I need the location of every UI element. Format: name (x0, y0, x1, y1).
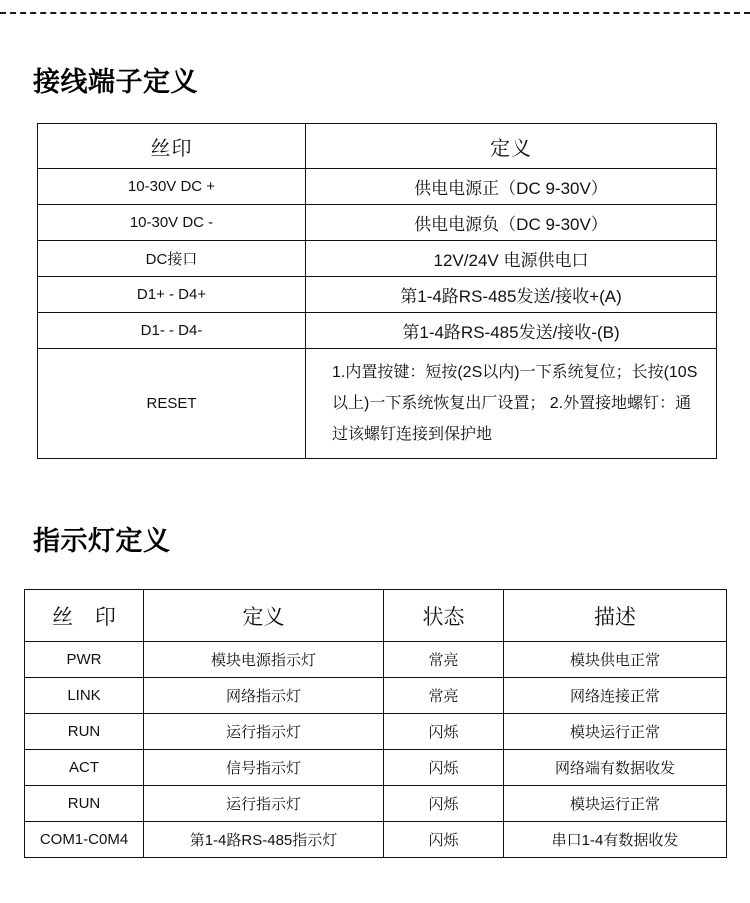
table-row (25, 822, 727, 858)
cell-definition: 运行指示灯 (144, 786, 384, 822)
cell-definition: 供电电源负（DC 9-30V） (306, 205, 717, 241)
table-row (25, 642, 727, 678)
cell-silkscreen: RUN (25, 786, 144, 822)
cell-description: 串口1-4有数据收发 (504, 822, 727, 858)
cell-silkscreen: D1+ - D4+ (38, 277, 306, 313)
cell-definition: 供电电源正（DC 9-30V） (306, 169, 717, 205)
cell-state: 闪烁 (384, 822, 504, 858)
cell-state: 常亮 (384, 678, 504, 714)
top-dashed-divider (0, 12, 750, 14)
column-header-silkscreen: 丝 印 (25, 590, 144, 642)
table-header-row (25, 590, 727, 642)
table-row (25, 750, 727, 786)
column-header-definition: 定义 (144, 590, 384, 642)
column-header-silkscreen: 丝印 (38, 124, 306, 169)
terminal-definition-table (37, 123, 717, 459)
table-row-reset (38, 349, 717, 459)
cell-definition: 第1-4路RS-485指示灯 (144, 822, 384, 858)
table-row (38, 241, 717, 277)
table-row (38, 205, 717, 241)
cell-description: 模块供电正常 (504, 642, 727, 678)
cell-silkscreen: D1- - D4- (38, 313, 306, 349)
cell-state: 闪烁 (384, 786, 504, 822)
cell-silkscreen: PWR (25, 642, 144, 678)
cell-state: 闪烁 (384, 750, 504, 786)
cell-silkscreen: ACT (25, 750, 144, 786)
cell-description: 网络端有数据收发 (504, 750, 727, 786)
cell-definition: 信号指示灯 (144, 750, 384, 786)
cell-silkscreen: RUN (25, 714, 144, 750)
cell-definition: 运行指示灯 (144, 714, 384, 750)
cell-definition: 第1-4路RS-485发送/接收-(B) (306, 313, 717, 349)
cell-description: 网络连接正常 (504, 678, 727, 714)
led-definition-table (24, 589, 727, 858)
cell-silkscreen: LINK (25, 678, 144, 714)
table-header-row (38, 124, 717, 169)
cell-silkscreen: COM1-C0M4 (25, 822, 144, 858)
page-title-led-definitions: 指示灯定义 (33, 526, 171, 556)
cell-silkscreen: 10-30V DC - (38, 205, 306, 241)
table-row (38, 313, 717, 349)
column-header-definition: 定义 (306, 124, 717, 169)
cell-silkscreen: 10-30V DC + (38, 169, 306, 205)
table-row (38, 277, 717, 313)
cell-silkscreen-reset: RESET (38, 349, 306, 459)
cell-definition: 12V/24V 电源供电口 (306, 241, 717, 277)
cell-definition-reset: 1.内置按键：短按(2S以内)一下系统复位；长按(10S以上)一下系统恢复出厂设置； 2.外置接地螺钉：通过该螺钉连接到保护地 (306, 349, 717, 459)
column-header-state: 状态 (384, 590, 504, 642)
table-row (25, 678, 727, 714)
cell-silkscreen: DC接口 (38, 241, 306, 277)
page-title-terminal-definitions: 接线端子定义 (33, 67, 198, 97)
cell-definition: 网络指示灯 (144, 678, 384, 714)
cell-definition: 第1-4路RS-485发送/接收+(A) (306, 277, 717, 313)
cell-state: 常亮 (384, 642, 504, 678)
cell-description: 模块运行正常 (504, 714, 727, 750)
table-row (38, 169, 717, 205)
cell-definition: 模块电源指示灯 (144, 642, 384, 678)
column-header-description: 描述 (504, 590, 727, 642)
table-row (25, 714, 727, 750)
table-row (25, 786, 727, 822)
cell-description: 模块运行正常 (504, 786, 727, 822)
cell-state: 闪烁 (384, 714, 504, 750)
